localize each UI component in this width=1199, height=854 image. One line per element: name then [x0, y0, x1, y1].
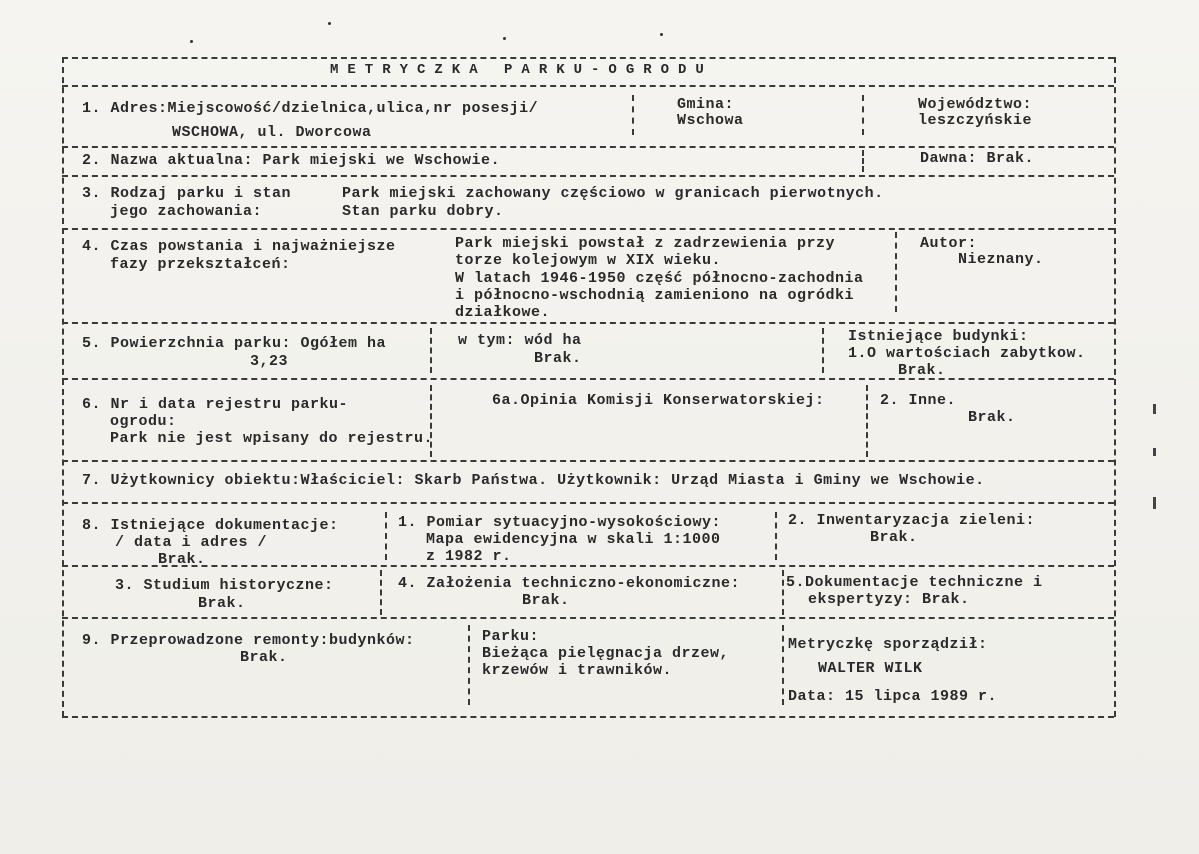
history-label: 4. Czas powstania i najważniejsze	[82, 238, 396, 255]
commission-opinion: 6a.Opinia Komisji Konserwatorskiej:	[492, 392, 825, 409]
address-value: WSCHOWA, ul. Dworcowa	[172, 124, 372, 141]
buildings-value: Brak.	[898, 362, 946, 379]
v-row8-a	[385, 512, 387, 560]
other-value: Brak.	[968, 409, 1016, 426]
register-label: 6. Nr i data rejestru parku-	[82, 396, 349, 413]
area-label: 5. Powierzchnia parku: Ogółem ha	[82, 335, 387, 352]
scan-dot	[328, 22, 331, 25]
docs-label: 8. Istniejące dokumentacje:	[82, 517, 339, 534]
park-repairs-label: Parku:	[482, 628, 540, 645]
scan-mark	[1153, 448, 1156, 456]
v-row2	[862, 150, 864, 172]
gmina-label: Gmina:	[677, 96, 735, 113]
scan-mark	[1153, 404, 1156, 414]
scan-dot	[503, 37, 506, 40]
park-repairs-line-3: krzewów i trawników.	[482, 662, 673, 679]
park-type-label-2: jego zachowania:	[110, 203, 263, 220]
v-row8-b	[775, 512, 777, 560]
tech-docs-label: 5.Dokumentacje techniczne i	[786, 574, 1043, 591]
divider-row5	[62, 378, 1114, 380]
park-type-label: 3. Rodzaj parku i stan	[82, 185, 292, 202]
divider-row8a	[62, 565, 1114, 567]
page-title: METRYCZKA PARKU-OGRODU	[330, 62, 713, 78]
study-label: 3. Studium historyczne:	[115, 577, 334, 594]
park-condition-value: Stan parku dobry.	[342, 203, 504, 220]
author-value: Nieznany.	[958, 251, 1044, 268]
v-row6-b	[866, 385, 868, 457]
register-label-2: ogrodu:	[110, 413, 177, 430]
divider-row3	[62, 228, 1114, 230]
v-row4	[895, 232, 897, 312]
v-row9-b	[782, 625, 784, 705]
history-line-3: W latach 1946-1950 część północno-zachodnia	[455, 270, 864, 287]
survey-label: 1. Pomiar sytuacyjno-wysokościowy:	[398, 514, 722, 531]
v-row5-b	[822, 328, 824, 373]
top-border	[62, 57, 1114, 59]
survey-line-3: z 1982 r.	[426, 548, 512, 565]
wojewodztwo-label: Województwo:	[918, 96, 1033, 113]
study-value: Brak.	[198, 595, 246, 612]
gmina-value: Wschowa	[677, 112, 744, 129]
park-repairs-line-2: Bieżąca pielęgnacja drzew,	[482, 645, 730, 662]
buildings-line-2: 1.O wartościach zabytkow.	[848, 345, 1086, 362]
greenery-value: Brak.	[870, 529, 918, 546]
water-label: w tym: wód ha	[458, 332, 582, 349]
wojewodztwo-value: leszczyńskie	[918, 112, 1033, 129]
register-value: Park nie jest wpisany do rejestru.	[110, 430, 434, 447]
history-line-4: i północno-wschodnią zamieniono na ogródki	[455, 287, 855, 304]
repairs-value: Brak.	[240, 649, 288, 666]
prepared-by-name: WALTER WILK	[818, 660, 923, 677]
v-row9-a	[468, 625, 470, 705]
history-line-5: działkowe.	[455, 304, 551, 321]
divider-row2	[62, 175, 1114, 177]
park-type-value: Park miejski zachowany częściowo w granicach pierwotnych.	[342, 185, 884, 202]
v-row5-a	[430, 328, 432, 373]
area-value: 3,23	[250, 353, 289, 370]
current-name: 2. Nazwa aktualna: Park miejski we Wschowie.	[82, 152, 501, 169]
v-row8-c	[380, 570, 382, 615]
users-line: 7. Użytkownicy obiektu:Właściciel: Skarb Państwa. Użytkownik: Urząd Miasta i Gminy we Wschowie.	[82, 472, 985, 489]
prepared-by-label: Metryczkę sporządził:	[788, 636, 988, 653]
divider-row4	[62, 322, 1114, 324]
docs-label-2: / data i adres /	[115, 534, 268, 551]
divider-row6	[62, 460, 1114, 462]
docs-value: Brak.	[158, 551, 206, 568]
greenery-label: 2. Inwentaryzacja zieleni:	[788, 512, 1036, 529]
right-border	[1114, 57, 1116, 717]
divider-row7	[62, 502, 1114, 504]
repairs-label: 9. Przeprowadzone remonty:budynków:	[82, 632, 415, 649]
author-label: Autor:	[920, 235, 978, 252]
buildings-label: Istniejące budynki:	[848, 328, 1029, 345]
scan-dot	[660, 33, 663, 36]
former-name: Dawna: Brak.	[920, 150, 1035, 167]
v-row1-a	[632, 95, 634, 135]
tech-eco-label: 4. Założenia techniczno-ekonomiczne:	[398, 575, 741, 592]
scan-mark	[1153, 497, 1156, 509]
tech-eco-value: Brak.	[522, 592, 570, 609]
history-line-2: torze kolejowym w XIX wieku.	[455, 252, 722, 269]
tech-docs-value: ekspertyzy: Brak.	[808, 591, 970, 608]
history-label-2: fazy przekształceń:	[110, 256, 291, 273]
survey-line-2: Mapa ewidencyjna w skali 1:1000	[426, 531, 721, 548]
address-label: 1. Adres:Miejscowość/dzielnica,ulica,nr posesji/	[82, 100, 539, 117]
scan-dot	[190, 40, 193, 43]
divider-row1	[62, 146, 1114, 148]
divider-row8b	[62, 617, 1114, 619]
water-value: Brak.	[534, 350, 582, 367]
other-label: 2. Inne.	[880, 392, 957, 409]
v-row8-d	[782, 570, 784, 615]
bottom-border	[62, 716, 1114, 718]
history-line-1: Park miejski powstał z zadrzewienia przy	[455, 235, 836, 252]
divider-title	[62, 85, 1114, 87]
v-row1-b	[862, 95, 864, 135]
date-line: Data: 15 lipca 1989 r.	[788, 688, 998, 705]
